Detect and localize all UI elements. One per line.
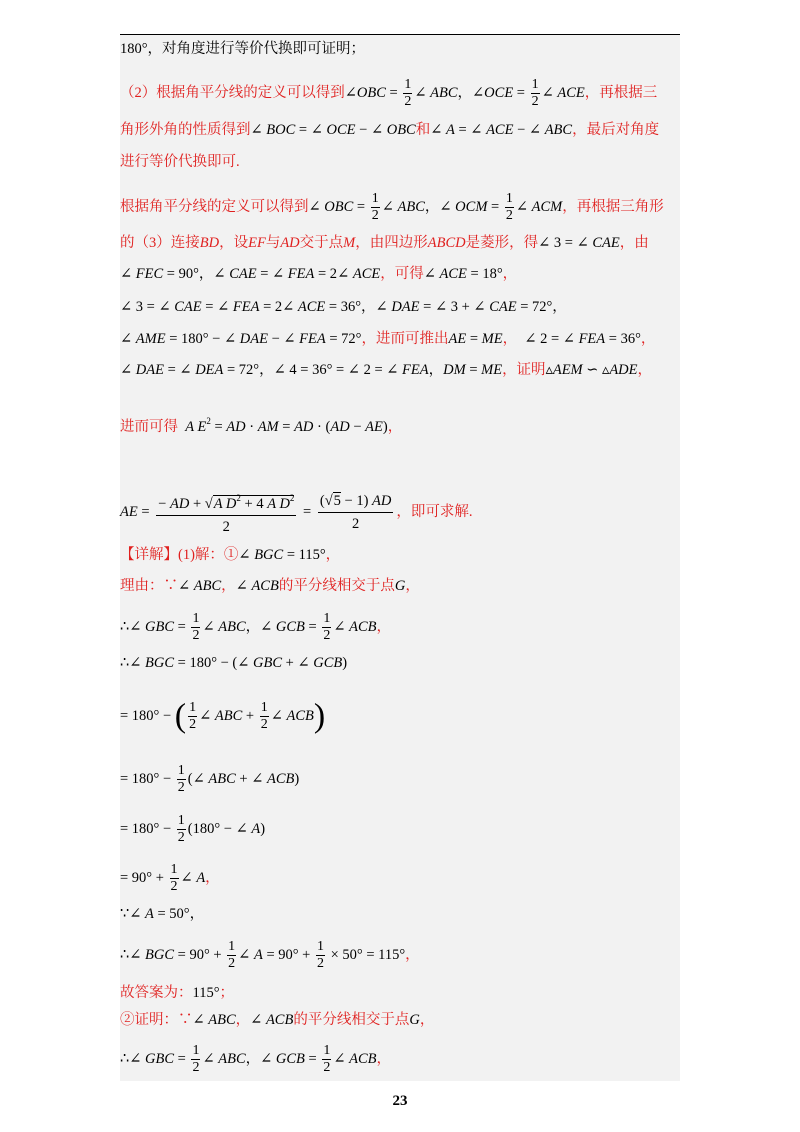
text-line-23: 故答案为：115°； xyxy=(120,985,235,1001)
text-line-12: AE = $\frac{- AD + √A D^2 + 4 A D^2}{2}$ = $\frac{(√5 - 1) AD}{2}$ ，即可求解. xyxy=(120,487,680,538)
text-line-9: ∠ AME = 180° − ∠ DAE − ∠ FEA = 72°，进而可推出AE = ME， ∠ 2 = ∠ FEA = 36°， xyxy=(120,331,656,347)
text-line-8: ∠ 3 = ∠ CAE = ∠ FEA = 2∠ ACE = 36°，∠ DAE = ∠ 3 + ∠ CAE = 72°， xyxy=(120,299,567,315)
text-line-11: 进而可得 A $E^2$ = AD · AM = AD · (AD − AE)， xyxy=(120,416,403,435)
text-line-13: 【详解】(1)解：①∠ BGC = 115°， xyxy=(120,547,341,563)
text-line-7: ∠ FEC = 90°，∠ CAE = ∠ FEA = 2∠ ACE，可得∠ ACE = 18°， xyxy=(120,266,518,282)
text-line-14: 理由：∵∠ ABC，∠ ACB的平分线相交于点G， xyxy=(120,578,420,594)
text-line-4: 进行等价代换即可. xyxy=(120,154,240,170)
text-line-16: ∴∠ BGC = 180° − (∠ GBC + ∠ GCB) xyxy=(120,655,348,671)
text-line-5: 根据角平分线的定义可以得到∠ OBC = $\frac{1}{2}$ ∠ ABC，∠ OCM = $\frac{1}{2}$ ∠ ACM，再根据三角形 xyxy=(120,191,664,223)
text-line-19: = 180° − $\frac{1}{2}$ (180° − ∠ A) xyxy=(120,813,266,845)
page-number: 23 xyxy=(392,1093,408,1109)
text-line-2: （2）根据角平分线的定义可以得到∠OBC = $\frac{1}{2}$ ∠ ABC，∠OCE = $\frac{1}{2}$ ∠ ACE，再根据三 xyxy=(120,77,658,109)
text-line-21: ∵∠ A = 50°， xyxy=(120,906,205,922)
text-line-22: ∴∠ BGC = 90° + $\frac{1}{2}$ ∠ A = 90° + $\frac{1}{2}$ × 50° = 115°， xyxy=(120,939,420,971)
text-line-24: ②证明：∵∠ ABC，∠ ACB的平分线相交于点G， xyxy=(120,1012,435,1028)
text-line-15: ∴∠ GBC = $\frac{1}{2}$ ∠ ABC，∠ GCB = $\frac{1}{2}$ ∠ ACB， xyxy=(120,611,392,643)
text-line-17: = 180° − ( $\frac{1}{2}$ ∠ ABC + $\frac{1}{2}$ ∠ ACB) xyxy=(120,697,326,735)
text-line-25: ∴∠ GBC = $\frac{1}{2}$ ∠ ABC，∠ GCB = $\frac{1}{2}$ ∠ ACB， xyxy=(120,1043,392,1075)
text-line-1: 180°，对角度进行等价代换即可证明； xyxy=(120,41,366,57)
text-line-6: 的（3）连接BD，设EF与AD交于点M，由四边形ABCD是菱形，得∠ 3 = ∠ CAE，由 xyxy=(120,235,649,251)
content-panel xyxy=(120,34,680,1081)
text-line-18: = 180° − $\frac{1}{2}$ (∠ ABC + ∠ ACB) xyxy=(120,763,300,795)
text-line-20: = 90° + $\frac{1}{2}$ ∠ A， xyxy=(120,862,220,894)
text-line-10: ∠ DAE = ∠ DEA = 72°，∠ 4 = 36° = ∠ 2 = ∠ FEA，DM = ME，证明▵AEM ∽ ▵ADE， xyxy=(120,362,653,378)
text-line-3: 角形外角的性质得到∠ BOC = ∠ OCE − ∠ OBC和∠ A = ∠ ACE − ∠ ABC，最后对角度 xyxy=(120,122,660,138)
